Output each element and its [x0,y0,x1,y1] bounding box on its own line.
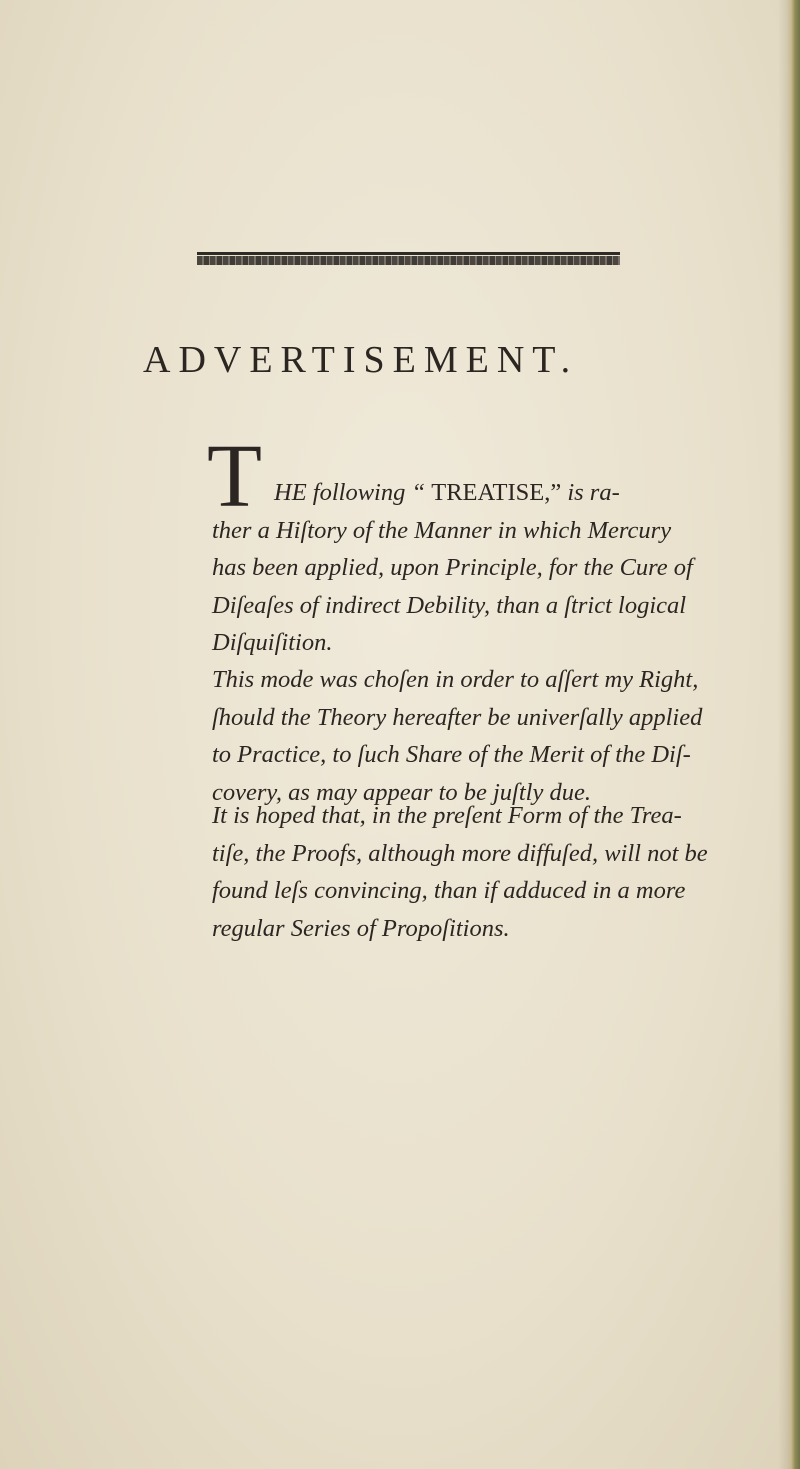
paragraph-line: Diſquiſition. [212,629,333,656]
ornamental-rule [197,252,620,266]
paragraph-2 [212,661,752,811]
paragraph-line: ther a Hiſtory of the Manner in which Mercury [212,516,672,544]
paragraph-1 [212,474,752,662]
line-segment: is ra- [561,479,620,506]
drop-cap: T [207,427,262,526]
paragraph-line [212,474,752,512]
rule-band [197,256,620,265]
paragraph-line: This mode was choſen in order to aſſert my Right, [212,666,699,693]
paragraph-line: Diſeaſes of indirect Debility, than a ſtrict logical [212,591,687,619]
paragraph-line: It is hoped that, in the preſent Form of the Trea- [212,802,682,829]
treatise-word: TREATISE,” [431,479,562,506]
page-heading: ADVERTISEMENT. [143,339,579,381]
paragraph-line: covery, as may appear to be juſtly due. [212,778,591,806]
paragraph-line: tiſe, the Proofs, although more diffuſed, will not be [212,839,708,867]
paragraph-line: found leſs convincing, than if adduced in a more [212,877,686,904]
page-edge-shadow [778,0,800,1469]
paragraph-line: regular Series of Propoſitions. [212,914,510,942]
paragraph-line: to Practice, to ſuch Share of the Merit of the Diſ- [212,741,691,768]
paragraph-line: ſhould the Theory hereafter be univerſally applied [212,703,703,731]
paragraph-line: has been applied, upon Principle, for the Cure of [212,554,693,581]
rule-top-line [197,252,620,255]
paragraph-3 [212,797,752,947]
line-segment: HE following “ [274,479,432,506]
